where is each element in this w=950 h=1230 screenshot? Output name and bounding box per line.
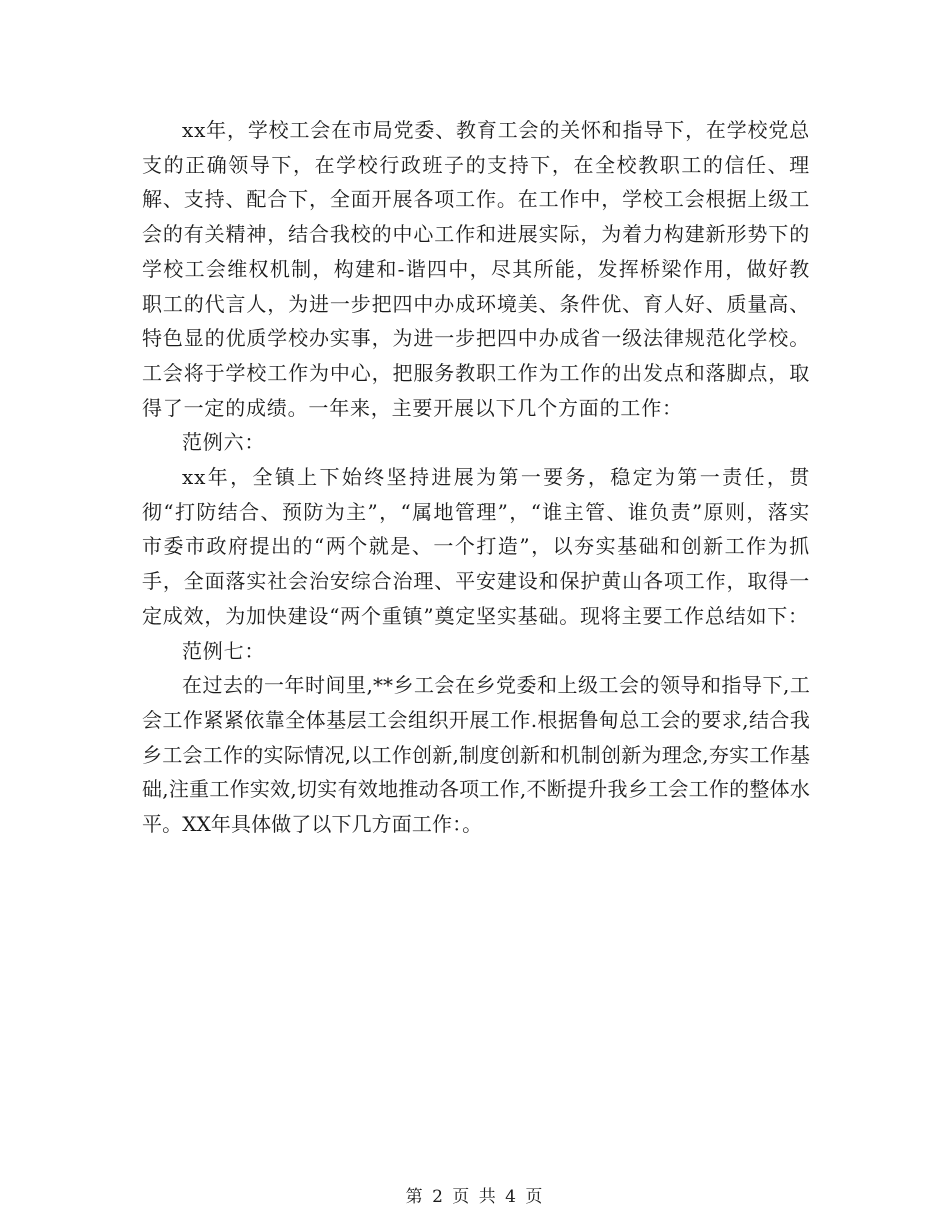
paragraph-township-union: 在过去的一年时间里,**乡工会在乡党委和上级工会的领导和指导下,工会工作紧紧依靠全体基层工会组织开展工作.根据鲁甸总工会的要求,结合我乡工会工作的实际情况,以工作创新,制度创新和机制创新为理念,夯实工作基础,注重工作实效,切实有效地推动各项工作,不断提升我乡工会工作的整体水平。XX年具体做了以下几方面工作：。 — [142, 673, 810, 837]
heading-example-seven: 范例七： — [182, 638, 266, 663]
paragraph-school-union: xx年，学校工会在市局党委、教育工会的关怀和指导下，在学校党总支的正确领导下，在学校行政班子的支持下，在全校教职工的信任、理解、支持、配合下，全面开展各项工作。在工作中，学校工会根据上级工会的有关精神，结合我校的中心工作和进展实际，为着力构建新形势下的学校工会维权机制，构建和-谐四中，尽其所能，发挥桥梁作用，做好教职工的代言人，为进一步把四中办成环境美、条件优、育人好、质量高、特色显的优质学校办实事，为进一步把四中办成省一级法律规范化学校。工会将于学校工作为中心，把服务教职工作为工作的出发点和落脚点，取得了一定的成绩。一年来，主要开展以下几个方面的工作： — [142, 118, 810, 420]
page-number-footer: 第 2 页 共 4 页 — [405, 1187, 545, 1207]
paragraph-town-security: xx年，全镇上下始终坚持进展为第一要务，稳定为第一责任，贯彻“打防结合、预防为主”，“属地管理”，“谁主管、谁负责”原则，落实市委市政府提出的“两个就是、一个打造”，以夯实基础和创新工作为抓手，全面落实社会治安综合治理、平安建设和保护黄山各项工作，取得一定成效，为加快建设“两个重镇”奠定坚实基础。现将主要工作总结如下： — [142, 465, 810, 628]
document-body — [142, 113, 810, 842]
heading-example-six: 范例六： — [182, 430, 266, 455]
